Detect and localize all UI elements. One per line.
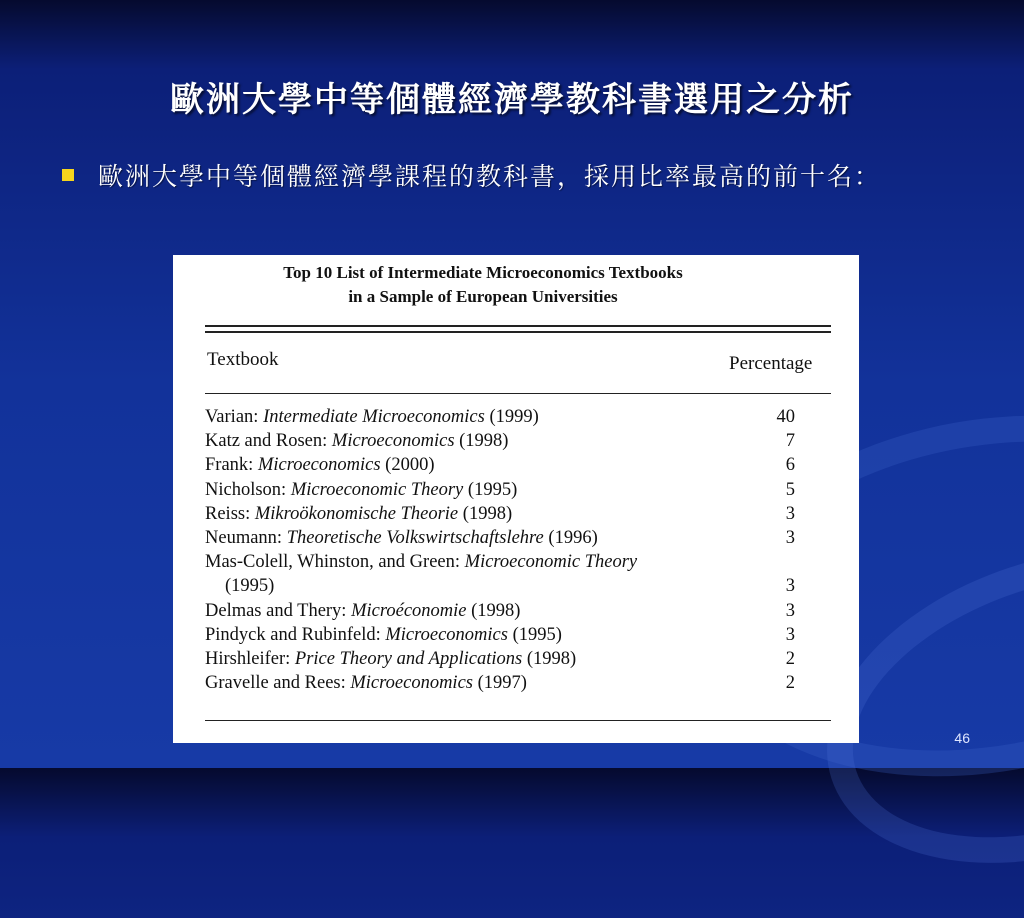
row-author: Mas-Colell, Whinston, and Green:	[205, 552, 465, 573]
table-top-rule	[205, 325, 831, 327]
row-year: (1998)	[522, 648, 577, 669]
table-row-continuation	[205, 574, 835, 598]
textbook-table-image	[173, 255, 859, 743]
row-percentage: 5	[785, 479, 795, 500]
table-row	[205, 623, 835, 647]
table-row	[205, 647, 835, 671]
table-row	[205, 502, 835, 526]
square-bullet-icon	[62, 169, 74, 181]
row-book-title: Microéconomie	[351, 600, 467, 621]
row-percentage: 3	[785, 576, 795, 597]
row-author: Frank:	[205, 455, 258, 476]
column-header-textbook: Textbook	[207, 349, 279, 370]
row-year: (1999)	[484, 407, 539, 427]
bullet-item	[62, 160, 962, 194]
table-row	[205, 429, 835, 453]
table-row	[205, 671, 835, 695]
row-percentage: 2	[785, 673, 795, 694]
table-title-line-1: Top 10 List of Intermediate Microeconomics Textbooks	[283, 263, 683, 282]
row-book-title: Mikroökonomische Theorie	[254, 503, 459, 524]
row-year: (1998)	[466, 600, 521, 621]
table-body	[205, 405, 835, 695]
row-percentage: 3	[785, 600, 795, 621]
table-row	[205, 478, 835, 502]
row-author: Hirshleifer:	[205, 648, 295, 669]
row-book-title: Microeconomics	[385, 624, 508, 645]
row-year: (1998)	[454, 431, 509, 452]
row-percentage: 40	[776, 407, 795, 427]
slide-title: 歐洲大學中等個體經濟學教科書選用之分析	[170, 80, 854, 120]
table-row	[205, 453, 835, 477]
bullet-text: 歐洲大學中等個體經濟學課程的教科書，採用比率最高的前十名：	[98, 162, 882, 191]
row-book-title: Microeconomic Theory	[464, 552, 638, 573]
row-author: Neumann:	[205, 527, 287, 548]
row-author: Delmas and Thery:	[205, 600, 352, 621]
row-percentage: 6	[785, 455, 795, 476]
row-book-title: Theoretische Volkswirtschaftslehre	[286, 527, 544, 548]
row-year: (1995)	[507, 624, 562, 645]
row-book-title: Intermediate Microeconomics	[263, 407, 485, 427]
row-year: (1997)	[472, 673, 527, 694]
row-book-title: Microeconomics	[350, 673, 473, 694]
row-author: Katz and Rosen:	[205, 431, 332, 452]
row-book-title: Microeconomic Theory	[290, 479, 464, 500]
row-author: Pindyck and Rubinfeld:	[205, 624, 386, 645]
table-row	[205, 599, 835, 623]
row-author: Varian:	[205, 407, 264, 427]
row-year: (1995)	[463, 479, 518, 500]
row-author: Nicholson:	[205, 479, 291, 500]
row-percentage: 7	[785, 431, 795, 452]
table-row	[205, 405, 835, 429]
table-bottom-rule	[205, 720, 831, 721]
row-author: Gravelle and Rees:	[205, 673, 351, 694]
column-header-percentage: Percentage	[729, 353, 813, 374]
row-percentage: 3	[785, 503, 795, 524]
row-book-title: Price Theory and Applications	[294, 648, 523, 669]
table-header-rule	[205, 393, 831, 394]
table-row	[205, 550, 835, 574]
row-author: Reiss:	[205, 503, 255, 524]
row-percentage: 3	[785, 527, 795, 548]
table-top-rule	[205, 331, 831, 333]
table-title	[173, 261, 793, 309]
table-title-line-2: in a Sample of European Universities	[348, 287, 618, 306]
page-number: 46	[954, 730, 970, 746]
row-year: (2000)	[380, 455, 435, 476]
row-book-title: Microeconomics	[257, 455, 381, 476]
row-year: (1995)	[225, 576, 275, 597]
row-percentage: 2	[785, 648, 795, 669]
table-row	[205, 526, 835, 550]
row-book-title: Microeconomics	[331, 431, 455, 452]
row-percentage: 3	[785, 624, 795, 645]
row-year: (1996)	[543, 527, 598, 548]
row-year: (1998)	[458, 503, 513, 524]
